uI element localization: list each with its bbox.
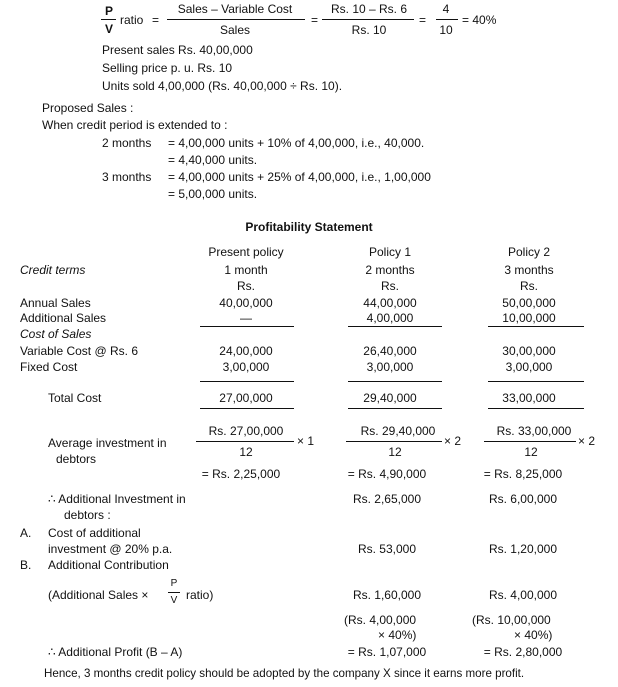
variable-cost-label: Variable Cost @ Rs. 6 (20, 344, 139, 358)
letter-a: A. (20, 526, 32, 540)
total-cost-2: 33,00,000 (502, 391, 556, 405)
rule-total-bottom-0 (200, 408, 294, 409)
annual-sales-1: 44,00,000 (363, 296, 417, 310)
letter-b: B. (20, 558, 32, 572)
add-profit-1: = Rs. 1,07,000 (347, 645, 427, 659)
annual-sales-label: Annual Sales (20, 296, 91, 310)
credit-terms-label: Credit terms (20, 263, 86, 277)
add-investment-2: Rs. 6,00,000 (488, 492, 558, 506)
avg-investment-label-2: debtors (56, 452, 97, 466)
avg-result-0: = Rs. 2,25,000 (201, 467, 281, 481)
col-unit-0: Rs. (237, 279, 255, 293)
avg-den-0: 12 (239, 445, 253, 459)
avg-mult-0: × 1 (297, 434, 315, 448)
col-term-0: 1 month (224, 263, 268, 277)
fixed-cost-0: 3,00,000 (222, 360, 270, 374)
avg-den-1: 12 (388, 445, 402, 459)
additional-sales-1: 4,00,000 (366, 311, 414, 325)
rule-total-top-0 (200, 381, 294, 382)
avg-result-2: = Rs. 8,25,000 (483, 467, 563, 481)
contribution-formula-pre: (Additional Sales × (48, 588, 149, 602)
cost-of-sales-label: Cost of Sales (20, 327, 92, 341)
avg-num-0: Rs. 27,00,000 (208, 424, 284, 438)
pv-bar-3 (436, 19, 458, 20)
add-profit-2: = Rs. 2,80,000 (483, 645, 563, 659)
rule-total-top-1 (348, 381, 442, 382)
col-name-1: Policy 1 (368, 245, 412, 259)
col-name-0: Present policy (208, 245, 284, 259)
total-cost-0: 27,00,000 (219, 391, 273, 405)
avg-mult-1: × 2 (444, 434, 462, 448)
fixed-cost-2: 3,00,000 (505, 360, 553, 374)
col-term-2: 3 months (504, 263, 554, 277)
rule-total-bottom-2 (488, 408, 584, 409)
cost-additional-2: Rs. 1,20,000 (488, 542, 558, 556)
m2-line1: = 4,00,000 units + 10% of 4,00,000, i.e., 40,000. (168, 136, 425, 150)
pv-num-2: Rs. 10 – Rs. 6 (330, 2, 408, 16)
contribution-calc1-1: (Rs. 4,00,000 (344, 613, 417, 627)
additional-sales-2: 10,00,000 (502, 311, 556, 325)
rule-sales-2 (488, 326, 584, 327)
col-unit-1: Rs. (381, 279, 399, 293)
contribution-formula-v: V (170, 595, 178, 606)
pv-bar-1 (167, 19, 305, 20)
avg-investment-label-1: Average investment in (48, 436, 167, 450)
pv-num-3: 4 (442, 2, 450, 16)
statement-title: Profitability Statement (245, 220, 373, 234)
present-sales: Present sales Rs. 40,00,000 (102, 43, 253, 57)
pv-eq-3: = (419, 13, 427, 27)
variable-cost-0: 24,00,000 (219, 344, 273, 358)
rule-total-top-2 (488, 381, 584, 382)
fixed-cost-1: 3,00,000 (366, 360, 414, 374)
avg-bar-2 (484, 441, 576, 442)
avg-bar-1 (346, 441, 442, 442)
pv-eq-1: = (152, 13, 160, 27)
cost-additional-1: Rs. 53,000 (357, 542, 417, 556)
variable-cost-1: 26,40,000 (363, 344, 417, 358)
additional-sales-0: — (240, 311, 252, 325)
m3-label: 3 months (102, 170, 152, 184)
cost-additional-label-1: Cost of additional (48, 526, 141, 540)
pv-den-3: 10 (439, 23, 453, 37)
pv-bar-2 (322, 19, 414, 20)
pv-den-2: Rs. 10 (351, 23, 387, 37)
m3-line2: = 5,00,000 units. (168, 187, 258, 201)
add-profit-label: ∴ Additional Profit (B – A) (48, 645, 183, 659)
m2-label: 2 months (102, 136, 152, 150)
avg-num-2: Rs. 33,00,000 (496, 424, 572, 438)
avg-mult-2: × 2 (578, 434, 596, 448)
contribution-formula-post: ratio) (186, 588, 214, 602)
pv-den-1: Sales (219, 23, 251, 37)
add-investment-label-2: debtors : (64, 508, 111, 522)
additional-sales-label: Additional Sales (20, 311, 107, 325)
contribution-formula-p: P (170, 578, 178, 589)
avg-num-1: Rs. 29,40,000 (360, 424, 436, 438)
proposed-heading: Proposed Sales : (42, 101, 134, 115)
m3-line1: = 4,00,000 units + 25% of 4,00,000, i.e., 1,00,000 (168, 170, 431, 184)
add-contribution-label: Additional Contribution (48, 558, 169, 572)
pv-v: V (104, 22, 113, 36)
pv-fraction-bar (101, 19, 116, 20)
pv-num-1: Sales – Variable Cost (177, 2, 293, 16)
avg-bar-0 (196, 441, 294, 442)
rule-total-bottom-1 (348, 408, 442, 409)
col-unit-2: Rs. (520, 279, 538, 293)
total-cost-1: 29,40,000 (363, 391, 417, 405)
add-contribution-1: Rs. 1,60,000 (352, 588, 422, 602)
proposed-intro: When credit period is extended to : (42, 118, 228, 132)
selling-price: Selling price p. u. Rs. 10 (102, 61, 233, 75)
units-sold: Units sold 4,00,000 (Rs. 40,00,000 ÷ Rs. 10). (102, 79, 343, 93)
cost-additional-label-2: investment @ 20% p.a. (48, 542, 173, 556)
fixed-cost-label: Fixed Cost (20, 360, 78, 374)
contribution-calc2-2: × 40%) (514, 628, 553, 642)
add-investment-label-1: ∴ Additional Investment in (48, 492, 186, 506)
m2-line2: = 4,40,000 units. (168, 153, 258, 167)
total-cost-label: Total Cost (48, 391, 102, 405)
annual-sales-0: 40,00,000 (219, 296, 273, 310)
pv-ratio-label: ratio (120, 13, 144, 27)
col-name-2: Policy 2 (507, 245, 551, 259)
contribution-calc2-1: × 40%) (378, 628, 417, 642)
contribution-formula-bar (168, 592, 180, 593)
avg-result-1: = Rs. 4,90,000 (347, 467, 427, 481)
col-term-1: 2 months (365, 263, 415, 277)
contribution-calc1-2: (Rs. 10,00,000 (472, 613, 551, 627)
rule-sales-1 (348, 326, 442, 327)
variable-cost-2: 30,00,000 (502, 344, 556, 358)
pv-eq-2: = (311, 13, 319, 27)
pv-p: P (104, 4, 113, 18)
avg-den-2: 12 (524, 445, 538, 459)
pv-result: = 40% (462, 13, 497, 27)
rule-sales-0 (200, 326, 294, 327)
annual-sales-2: 50,00,000 (502, 296, 556, 310)
add-investment-1: Rs. 2,65,000 (352, 492, 422, 506)
conclusion: Hence, 3 months credit policy should be adopted by the company X since it earns more profit. (44, 667, 525, 680)
add-contribution-2: Rs. 4,00,000 (488, 588, 558, 602)
